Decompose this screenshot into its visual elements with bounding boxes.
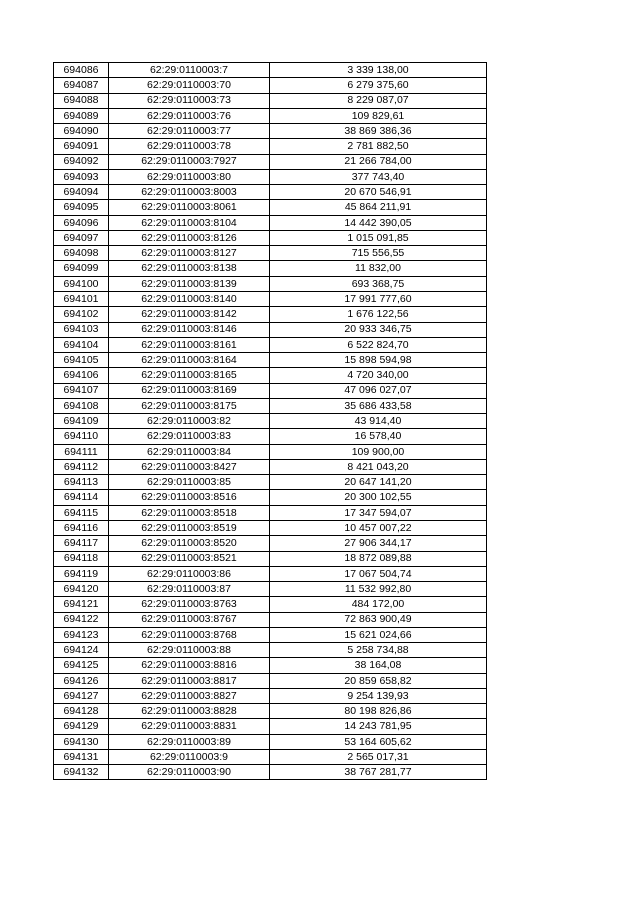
row-id-cell: 694117 bbox=[54, 536, 109, 551]
row-id-cell: 694106 bbox=[54, 368, 109, 383]
row-id-cell: 694093 bbox=[54, 169, 109, 184]
table-row bbox=[54, 337, 487, 352]
cadastral-number-cell: 62:29:0110003:90 bbox=[109, 765, 270, 780]
cadastral-number-cell: 62:29:0110003:73 bbox=[109, 93, 270, 108]
value-cell: 27 906 344,17 bbox=[270, 536, 487, 551]
cadastral-number-cell: 62:29:0110003:85 bbox=[109, 475, 270, 490]
row-id-cell: 694091 bbox=[54, 139, 109, 154]
row-id-cell: 694123 bbox=[54, 627, 109, 642]
row-id-cell: 694099 bbox=[54, 261, 109, 276]
value-cell: 6 279 375,60 bbox=[270, 78, 487, 93]
cadastral-number-cell: 62:29:0110003:83 bbox=[109, 429, 270, 444]
value-cell: 53 164 605,62 bbox=[270, 734, 487, 749]
cadastral-number-cell: 62:29:0110003:8138 bbox=[109, 261, 270, 276]
table-row bbox=[54, 93, 487, 108]
cadastral-number-cell: 62:29:0110003:8768 bbox=[109, 627, 270, 642]
table-row bbox=[54, 704, 487, 719]
row-id-cell: 694114 bbox=[54, 490, 109, 505]
row-id-cell: 694092 bbox=[54, 154, 109, 169]
table-row bbox=[54, 124, 487, 139]
cadastral-number-cell: 62:29:0110003:87 bbox=[109, 582, 270, 597]
row-id-cell: 694102 bbox=[54, 307, 109, 322]
value-cell: 16 578,40 bbox=[270, 429, 487, 444]
table-row bbox=[54, 398, 487, 413]
data-table bbox=[53, 62, 487, 780]
table-row bbox=[54, 520, 487, 535]
row-id-cell: 694129 bbox=[54, 719, 109, 734]
table-row bbox=[54, 582, 487, 597]
value-cell: 15 898 594,98 bbox=[270, 353, 487, 368]
value-cell: 10 457 007,22 bbox=[270, 520, 487, 535]
table-row bbox=[54, 200, 487, 215]
table-row bbox=[54, 627, 487, 642]
value-cell: 21 266 784,00 bbox=[270, 154, 487, 169]
value-cell: 5 258 734,88 bbox=[270, 643, 487, 658]
row-id-cell: 694107 bbox=[54, 383, 109, 398]
table-row bbox=[54, 215, 487, 230]
cadastral-number-cell: 62:29:0110003:70 bbox=[109, 78, 270, 93]
cadastral-number-cell: 62:29:0110003:8767 bbox=[109, 612, 270, 627]
table-row bbox=[54, 490, 487, 505]
cadastral-number-cell: 62:29:0110003:84 bbox=[109, 444, 270, 459]
table-row bbox=[54, 276, 487, 291]
value-cell: 2 781 882,50 bbox=[270, 139, 487, 154]
row-id-cell: 694098 bbox=[54, 246, 109, 261]
table-row bbox=[54, 719, 487, 734]
cadastral-number-cell: 62:29:0110003:89 bbox=[109, 734, 270, 749]
cadastral-number-cell: 62:29:0110003:7 bbox=[109, 63, 270, 78]
row-id-cell: 694124 bbox=[54, 643, 109, 658]
table-row bbox=[54, 230, 487, 245]
cadastral-number-cell: 62:29:0110003:8518 bbox=[109, 505, 270, 520]
cadastral-number-cell: 62:29:0110003:9 bbox=[109, 749, 270, 764]
cadastral-number-cell: 62:29:0110003:8519 bbox=[109, 520, 270, 535]
table-row bbox=[54, 658, 487, 673]
value-cell: 38 164,08 bbox=[270, 658, 487, 673]
value-cell: 18 872 089,88 bbox=[270, 551, 487, 566]
value-cell: 47 096 027,07 bbox=[270, 383, 487, 398]
value-cell: 9 254 139,93 bbox=[270, 688, 487, 703]
row-id-cell: 694127 bbox=[54, 688, 109, 703]
value-cell: 109 900,00 bbox=[270, 444, 487, 459]
row-id-cell: 694119 bbox=[54, 566, 109, 581]
value-cell: 1 676 122,56 bbox=[270, 307, 487, 322]
value-cell: 38 869 386,36 bbox=[270, 124, 487, 139]
row-id-cell: 694096 bbox=[54, 215, 109, 230]
row-id-cell: 694125 bbox=[54, 658, 109, 673]
row-id-cell: 694086 bbox=[54, 63, 109, 78]
row-id-cell: 694090 bbox=[54, 124, 109, 139]
cadastral-number-cell: 62:29:0110003:8165 bbox=[109, 368, 270, 383]
cadastral-number-cell: 62:29:0110003:8816 bbox=[109, 658, 270, 673]
value-cell: 20 647 141,20 bbox=[270, 475, 487, 490]
table-row bbox=[54, 185, 487, 200]
value-cell: 72 863 900,49 bbox=[270, 612, 487, 627]
row-id-cell: 694089 bbox=[54, 108, 109, 123]
value-cell: 43 914,40 bbox=[270, 414, 487, 429]
value-cell: 15 621 024,66 bbox=[270, 627, 487, 642]
row-id-cell: 694097 bbox=[54, 230, 109, 245]
table-row bbox=[54, 246, 487, 261]
row-id-cell: 694112 bbox=[54, 459, 109, 474]
row-id-cell: 694104 bbox=[54, 337, 109, 352]
table-row bbox=[54, 383, 487, 398]
table-row bbox=[54, 368, 487, 383]
table-body bbox=[54, 63, 487, 780]
table-row bbox=[54, 429, 487, 444]
value-cell: 2 565 017,31 bbox=[270, 749, 487, 764]
table-row bbox=[54, 154, 487, 169]
table-row bbox=[54, 643, 487, 658]
row-id-cell: 694121 bbox=[54, 597, 109, 612]
row-id-cell: 694113 bbox=[54, 475, 109, 490]
value-cell: 693 368,75 bbox=[270, 276, 487, 291]
table-row bbox=[54, 353, 487, 368]
table-row bbox=[54, 459, 487, 474]
value-cell: 6 522 824,70 bbox=[270, 337, 487, 352]
table-row bbox=[54, 291, 487, 306]
row-id-cell: 694103 bbox=[54, 322, 109, 337]
value-cell: 11 832,00 bbox=[270, 261, 487, 276]
cadastral-number-cell: 62:29:0110003:8175 bbox=[109, 398, 270, 413]
table-row bbox=[54, 566, 487, 581]
row-id-cell: 694126 bbox=[54, 673, 109, 688]
cadastral-number-cell: 62:29:0110003:8142 bbox=[109, 307, 270, 322]
cadastral-number-cell: 62:29:0110003:8003 bbox=[109, 185, 270, 200]
value-cell: 377 743,40 bbox=[270, 169, 487, 184]
row-id-cell: 694100 bbox=[54, 276, 109, 291]
cadastral-number-cell: 62:29:0110003:78 bbox=[109, 139, 270, 154]
cadastral-number-cell: 62:29:0110003:8427 bbox=[109, 459, 270, 474]
value-cell: 8 421 043,20 bbox=[270, 459, 487, 474]
cadastral-number-cell: 62:29:0110003:8164 bbox=[109, 353, 270, 368]
cadastral-number-cell: 62:29:0110003:8831 bbox=[109, 719, 270, 734]
cadastral-number-cell: 62:29:0110003:8763 bbox=[109, 597, 270, 612]
table-row bbox=[54, 475, 487, 490]
cadastral-number-cell: 62:29:0110003:8521 bbox=[109, 551, 270, 566]
row-id-cell: 694122 bbox=[54, 612, 109, 627]
row-id-cell: 694115 bbox=[54, 505, 109, 520]
table-row bbox=[54, 322, 487, 337]
cadastral-number-cell: 62:29:0110003:8817 bbox=[109, 673, 270, 688]
value-cell: 109 829,61 bbox=[270, 108, 487, 123]
row-id-cell: 694101 bbox=[54, 291, 109, 306]
table-row bbox=[54, 307, 487, 322]
value-cell: 17 067 504,74 bbox=[270, 566, 487, 581]
row-id-cell: 694128 bbox=[54, 704, 109, 719]
table-row bbox=[54, 139, 487, 154]
row-id-cell: 694108 bbox=[54, 398, 109, 413]
value-cell: 17 347 594,07 bbox=[270, 505, 487, 520]
cadastral-number-cell: 62:29:0110003:8520 bbox=[109, 536, 270, 551]
value-cell: 20 859 658,82 bbox=[270, 673, 487, 688]
table-row bbox=[54, 78, 487, 93]
table-row bbox=[54, 169, 487, 184]
row-id-cell: 694105 bbox=[54, 353, 109, 368]
value-cell: 20 670 546,91 bbox=[270, 185, 487, 200]
value-cell: 484 172,00 bbox=[270, 597, 487, 612]
row-id-cell: 694087 bbox=[54, 78, 109, 93]
row-id-cell: 694116 bbox=[54, 520, 109, 535]
row-id-cell: 694132 bbox=[54, 765, 109, 780]
row-id-cell: 694088 bbox=[54, 93, 109, 108]
cadastral-number-cell: 62:29:0110003:8827 bbox=[109, 688, 270, 703]
cadastral-number-cell: 62:29:0110003:88 bbox=[109, 643, 270, 658]
table-row bbox=[54, 108, 487, 123]
row-id-cell: 694111 bbox=[54, 444, 109, 459]
cadastral-number-cell: 62:29:0110003:8161 bbox=[109, 337, 270, 352]
table-row bbox=[54, 414, 487, 429]
cadastral-number-cell: 62:29:0110003:8104 bbox=[109, 215, 270, 230]
value-cell: 4 720 340,00 bbox=[270, 368, 487, 383]
row-id-cell: 694110 bbox=[54, 429, 109, 444]
table-row bbox=[54, 551, 487, 566]
row-id-cell: 694120 bbox=[54, 582, 109, 597]
cadastral-number-cell: 62:29:0110003:8139 bbox=[109, 276, 270, 291]
value-cell: 35 686 433,58 bbox=[270, 398, 487, 413]
value-cell: 20 300 102,55 bbox=[270, 490, 487, 505]
row-id-cell: 694109 bbox=[54, 414, 109, 429]
row-id-cell: 694130 bbox=[54, 734, 109, 749]
cadastral-number-cell: 62:29:0110003:8828 bbox=[109, 704, 270, 719]
table-row bbox=[54, 444, 487, 459]
row-id-cell: 694095 bbox=[54, 200, 109, 215]
value-cell: 38 767 281,77 bbox=[270, 765, 487, 780]
cadastral-number-cell: 62:29:0110003:77 bbox=[109, 124, 270, 139]
cadastral-number-cell: 62:29:0110003:8516 bbox=[109, 490, 270, 505]
cadastral-number-cell: 62:29:0110003:80 bbox=[109, 169, 270, 184]
table-row bbox=[54, 536, 487, 551]
cadastral-number-cell: 62:29:0110003:8140 bbox=[109, 291, 270, 306]
table-row bbox=[54, 749, 487, 764]
row-id-cell: 694118 bbox=[54, 551, 109, 566]
value-cell: 14 243 781,95 bbox=[270, 719, 487, 734]
value-cell: 1 015 091,85 bbox=[270, 230, 487, 245]
table-row bbox=[54, 612, 487, 627]
table-row bbox=[54, 688, 487, 703]
table-row bbox=[54, 261, 487, 276]
value-cell: 17 991 777,60 bbox=[270, 291, 487, 306]
value-cell: 20 933 346,75 bbox=[270, 322, 487, 337]
table-row bbox=[54, 597, 487, 612]
cadastral-number-cell: 62:29:0110003:86 bbox=[109, 566, 270, 581]
cadastral-number-cell: 62:29:0110003:7927 bbox=[109, 154, 270, 169]
cadastral-number-cell: 62:29:0110003:8169 bbox=[109, 383, 270, 398]
value-cell: 8 229 087,07 bbox=[270, 93, 487, 108]
cadastral-number-cell: 62:29:0110003:8126 bbox=[109, 230, 270, 245]
cadastral-number-cell: 62:29:0110003:8061 bbox=[109, 200, 270, 215]
cadastral-number-cell: 62:29:0110003:82 bbox=[109, 414, 270, 429]
table-row bbox=[54, 765, 487, 780]
cadastral-number-cell: 62:29:0110003:8146 bbox=[109, 322, 270, 337]
value-cell: 11 532 992,80 bbox=[270, 582, 487, 597]
table-row bbox=[54, 63, 487, 78]
value-cell: 45 864 211,91 bbox=[270, 200, 487, 215]
cadastral-number-cell: 62:29:0110003:8127 bbox=[109, 246, 270, 261]
table-row bbox=[54, 505, 487, 520]
table-row bbox=[54, 673, 487, 688]
cadastral-number-cell: 62:29:0110003:76 bbox=[109, 108, 270, 123]
value-cell: 715 556,55 bbox=[270, 246, 487, 261]
value-cell: 80 198 826,86 bbox=[270, 704, 487, 719]
value-cell: 14 442 390,05 bbox=[270, 215, 487, 230]
table-row bbox=[54, 734, 487, 749]
value-cell: 3 339 138,00 bbox=[270, 63, 487, 78]
row-id-cell: 694131 bbox=[54, 749, 109, 764]
row-id-cell: 694094 bbox=[54, 185, 109, 200]
